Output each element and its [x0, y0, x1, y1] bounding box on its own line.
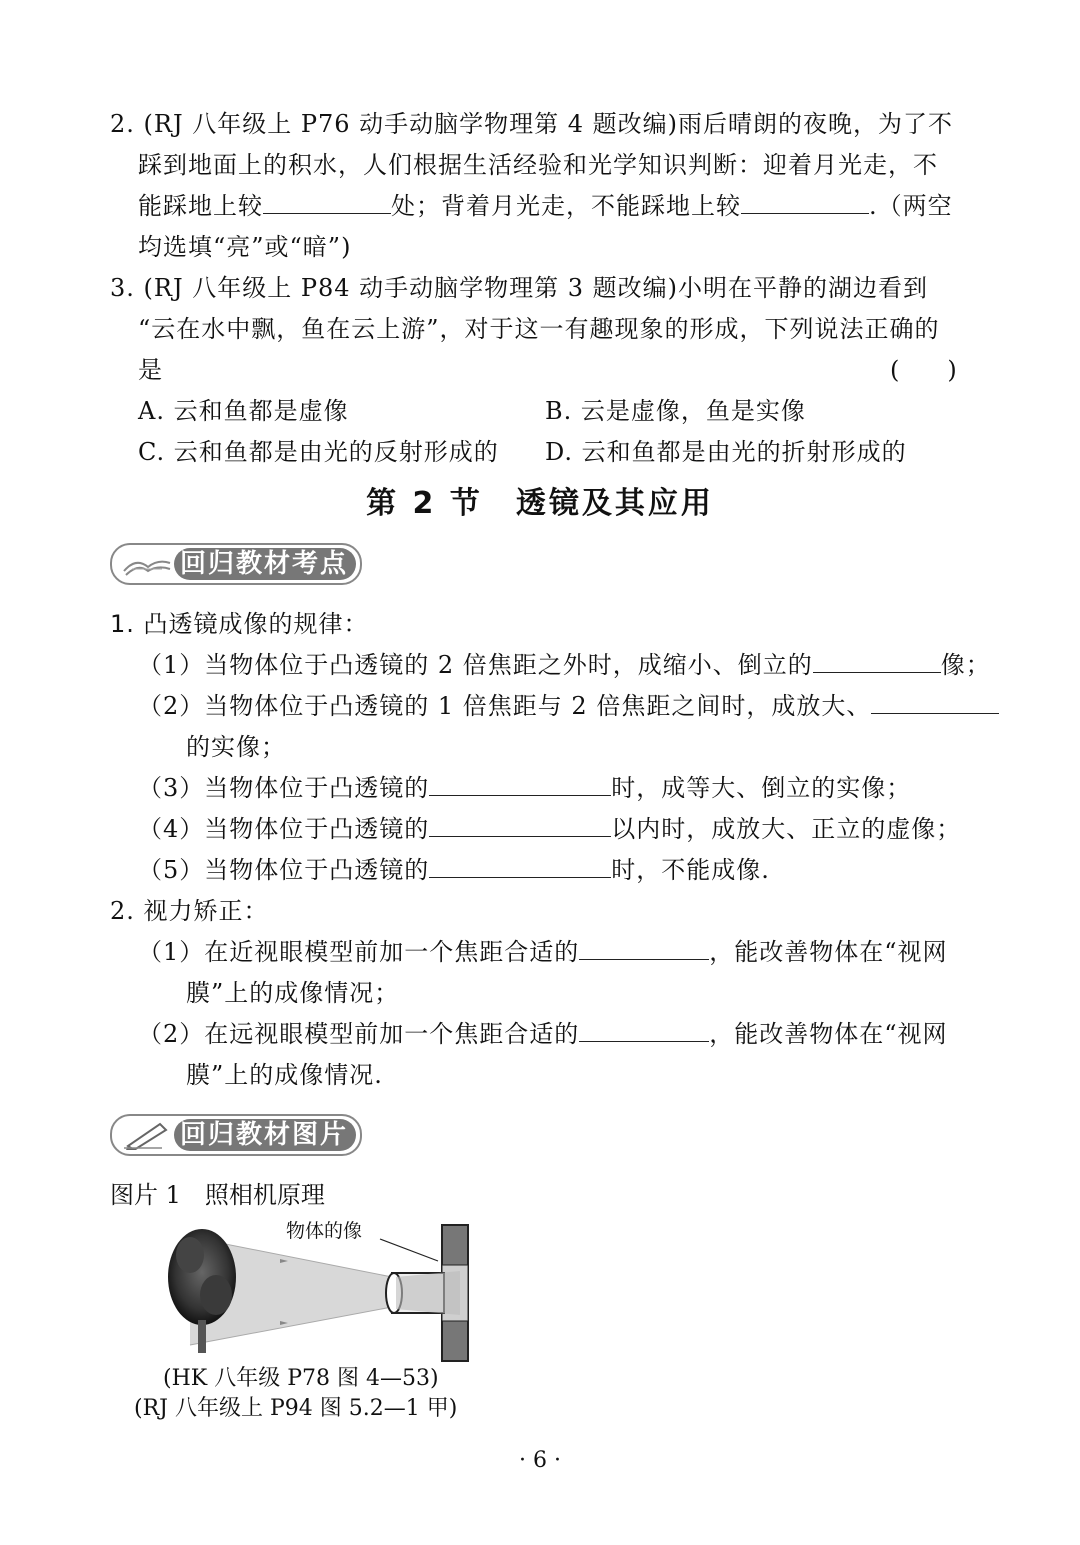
camera-principle-figure	[160, 1215, 480, 1375]
p1-item1	[138, 645, 991, 685]
p1-item4-text: （4）当物体位于凸透镜的	[138, 815, 430, 843]
p1-item2-text: （2）当物体位于凸透镜的 1 倍焦距与 2 倍焦距之间时，成放大、	[138, 692, 872, 720]
page-number: · 6 ·	[519, 1448, 561, 1473]
p1-blank-3[interactable]	[429, 773, 611, 796]
section-title: 第 2 节 透镜及其应用	[366, 486, 714, 521]
p1-item1-end: 像；	[940, 651, 991, 679]
banner-textbook-points-label: 回归教材考点	[180, 549, 349, 579]
p2-item1-text: （1）在近视眼模型前加一个焦距合适的	[138, 938, 580, 966]
figure-label: 图片 1 照相机原理	[110, 1181, 325, 1209]
q3-option-c[interactable]: C. 云和鱼都是由光的反射形成的	[138, 438, 499, 466]
p1-blank-2[interactable]	[871, 691, 999, 714]
p1-blank-4[interactable]	[429, 814, 611, 837]
p2-item2-cont: 膜”上的成像情况.	[186, 1061, 383, 1089]
p1-item5-text: （5）当物体位于凸透镜的	[138, 856, 430, 884]
q3-option-d[interactable]: D. 云和鱼都是由光的折射形成的	[545, 438, 907, 466]
q2-line2: 踩到地面上的积水，人们根据生活经验和光学知识判断：迎着月光走，不	[138, 151, 938, 179]
p1-blank-5[interactable]	[429, 855, 611, 878]
p2-item1-end: ，能改善物体在“视网	[709, 938, 948, 966]
q3-line3: 是	[138, 356, 163, 384]
p2-item2-text: （2）在远视眼模型前加一个焦距合适的	[138, 1020, 580, 1048]
p1-item2-cont: 的实像；	[186, 733, 286, 761]
p1-item4	[138, 809, 961, 849]
p1-item3	[138, 768, 911, 808]
figure-caption-2: (RJ 八年级上 P94 图 5.2—1 甲)	[134, 1396, 458, 1421]
p1-title: 1. 凸透镜成像的规律：	[110, 610, 369, 638]
p1-item5	[138, 850, 770, 890]
p1-item3-end: 时，成等大、倒立的实像；	[611, 774, 912, 802]
p2-blank-2[interactable]	[579, 1019, 709, 1042]
q3-option-a[interactable]: A. 云和鱼都是虚像	[138, 397, 349, 425]
p2-item2	[138, 1014, 948, 1054]
figure-annotation: 物体的像	[286, 1220, 363, 1242]
q3-line1: 3. (RJ 八年级上 P84 动手动脑学物理第 3 题改编)小明在平静的湖边看到	[110, 274, 929, 302]
q2-line3	[138, 186, 953, 226]
banner-textbook-figures-label: 回归教材图片	[180, 1120, 349, 1150]
q3-answer-paren[interactable]: ( )	[890, 356, 957, 384]
p1-item3-text: （3）当物体位于凸透镜的	[138, 774, 430, 802]
banner-textbook-points	[110, 543, 362, 585]
q2-line3-part2: 处；背着月光走，不能踩地上较	[391, 192, 741, 220]
q2-line4: 均选填“亮”或“暗”)	[138, 233, 352, 261]
q3-line2: “云在水中飘，鱼在云上游”，对于这一有趣现象的形成，下列说法正确的	[138, 315, 940, 343]
banner-textbook-figures	[110, 1114, 362, 1156]
p2-title: 2. 视力矫正：	[110, 897, 269, 925]
p1-item1-text: （1）当物体位于凸透镜的 2 倍焦距之外时，成缩小、倒立的	[138, 651, 813, 679]
pencil-icon	[122, 1120, 172, 1150]
q2-blank-2[interactable]	[741, 191, 869, 214]
q2-line3-part1: 能踩地上较	[138, 192, 263, 220]
p1-item4-end: 以内时，成放大、正立的虚像；	[611, 815, 962, 843]
p1-item5-end: 时，不能成像.	[611, 856, 770, 884]
annotation-leader	[380, 1239, 438, 1261]
figure-caption-1: (HK 八年级 P78 图 4—53)	[163, 1366, 439, 1391]
book-icon	[122, 549, 172, 579]
q3-option-b[interactable]: B. 云是虚像，鱼是实像	[545, 397, 806, 425]
q2-blank-1[interactable]	[263, 191, 391, 214]
p2-item1	[138, 932, 948, 972]
q2-line3-part3: .（两空	[869, 192, 953, 220]
p1-item2	[138, 686, 999, 726]
p2-item1-cont: 膜”上的成像情况；	[186, 979, 400, 1007]
q2-line1: 2. (RJ 八年级上 P76 动手动脑学物理第 4 题改编)雨后晴朗的夜晚，为了不	[110, 110, 954, 138]
p1-blank-1[interactable]	[813, 650, 941, 673]
p2-blank-1[interactable]	[579, 937, 709, 960]
p2-item2-end: ，能改善物体在“视网	[709, 1020, 948, 1048]
